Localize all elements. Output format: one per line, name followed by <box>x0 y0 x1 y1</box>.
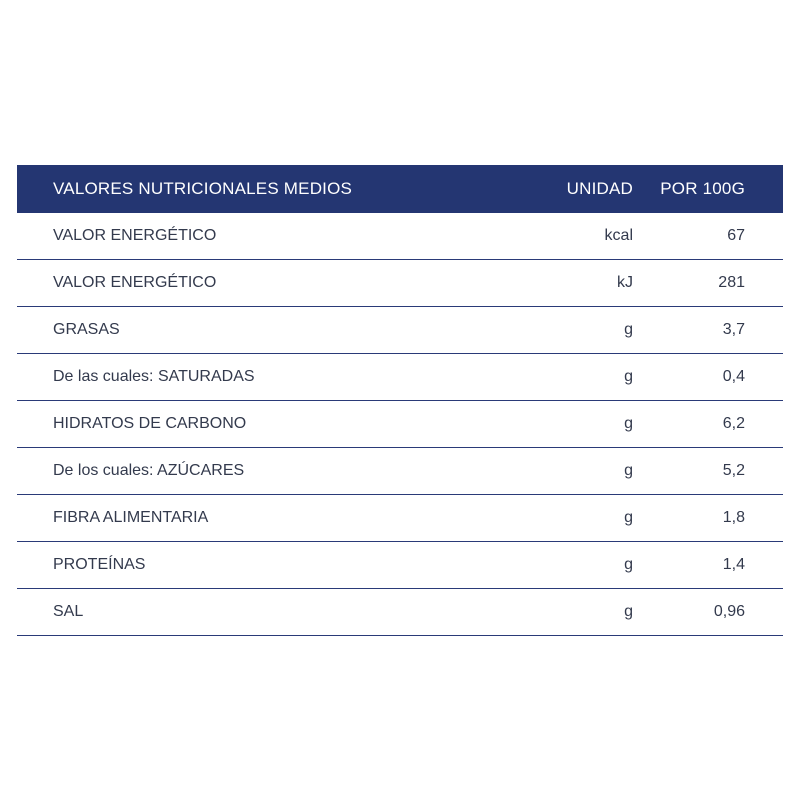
row-unit: g <box>624 462 633 479</box>
table-row <box>17 495 783 542</box>
table-row <box>17 260 783 307</box>
row-value: 0,96 <box>713 603 745 620</box>
row-unit: kJ <box>617 274 633 291</box>
row-name: GRASAS <box>53 321 120 338</box>
row-unit: g <box>624 556 633 573</box>
row-unit: kcal <box>604 227 633 244</box>
row-value: 1,8 <box>722 509 745 526</box>
row-unit: g <box>624 603 633 620</box>
row-name: SAL <box>53 603 84 620</box>
row-value: 6,2 <box>722 415 745 432</box>
row-value: 1,4 <box>722 556 745 573</box>
row-name: PROTEÍNAS <box>53 556 146 573</box>
row-name: HIDRATOS DE CARBONO <box>53 415 247 432</box>
table-row <box>17 448 783 495</box>
row-value: 67 <box>727 227 745 244</box>
row-value: 5,2 <box>722 462 745 479</box>
table-row <box>17 213 783 260</box>
row-unit: g <box>624 415 633 432</box>
table-row <box>17 307 783 354</box>
row-name: De los cuales: AZÚCARES <box>53 462 245 479</box>
row-name: FIBRA ALIMENTARIA <box>53 509 209 526</box>
table-row <box>17 401 783 448</box>
table-row <box>17 354 783 401</box>
row-value: 3,7 <box>722 321 745 338</box>
table-row <box>17 542 783 589</box>
row-value: 0,4 <box>722 368 745 385</box>
table-row <box>17 589 783 636</box>
header-value: POR 100G <box>660 179 745 198</box>
row-name: De las cuales: SATURADAS <box>53 368 255 385</box>
row-unit: g <box>624 368 633 385</box>
row-value: 281 <box>718 274 745 291</box>
row-unit: g <box>624 321 633 338</box>
row-name: VALOR ENERGÉTICO <box>53 227 217 244</box>
nutrition-table <box>17 165 783 636</box>
row-unit: g <box>624 509 633 526</box>
row-name: VALOR ENERGÉTICO <box>53 274 217 291</box>
table-header <box>17 165 783 213</box>
header-name: VALORES NUTRICIONALES MEDIOS <box>53 179 353 198</box>
header-unit: UNIDAD <box>566 179 633 198</box>
